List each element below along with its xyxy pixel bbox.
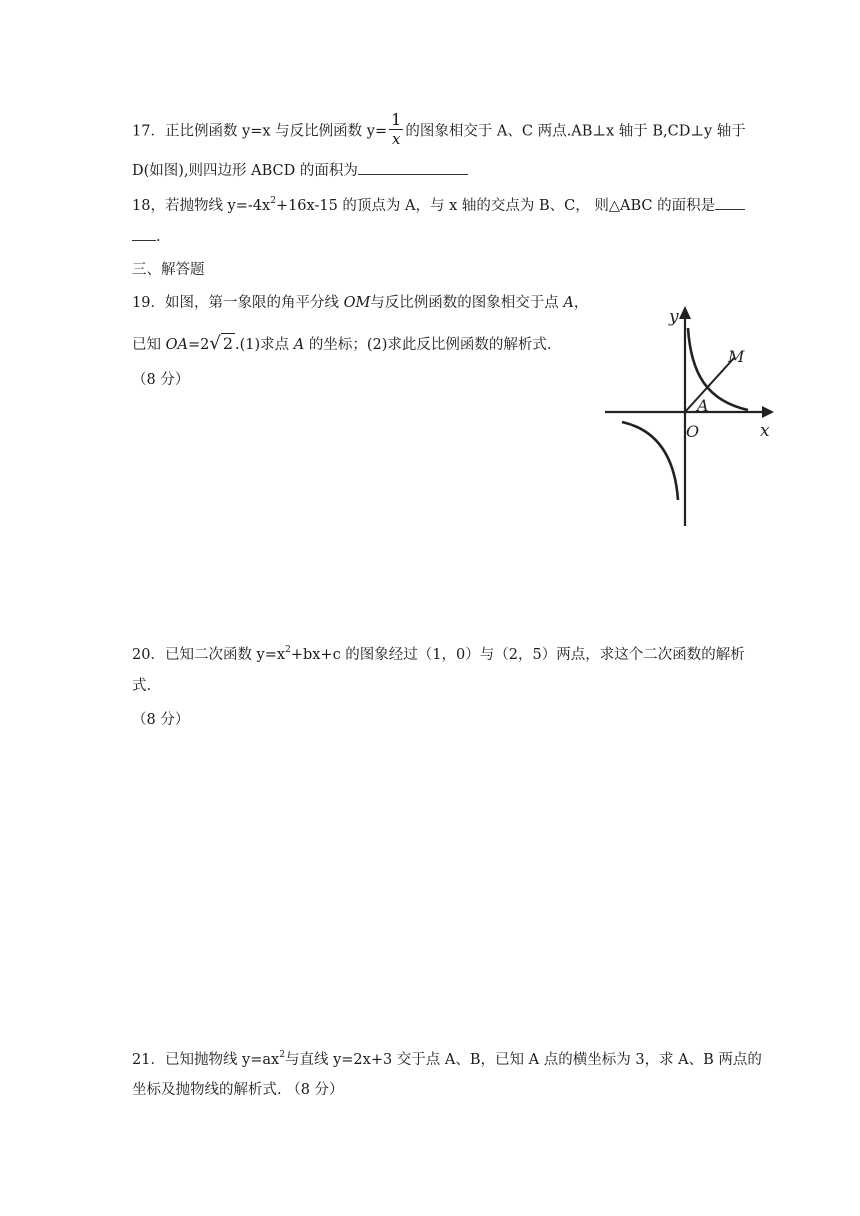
- q18-text-pre: 18，若抛物线 y=-4x: [132, 197, 271, 214]
- q19-score: （8 分）: [132, 372, 190, 388]
- q19-om: OM: [343, 295, 371, 311]
- q17-line2: [132, 160, 468, 181]
- radical-sign-icon: √: [209, 333, 221, 354]
- q17-fraction: [389, 112, 403, 147]
- q20-text-pre: 20．已知二次函数 y=x: [132, 646, 286, 663]
- q17-line1: [132, 110, 746, 149]
- q19-text-2a: 已知: [132, 337, 166, 353]
- q21-line2: 坐标及抛物线的解析式. （8 分）: [132, 1082, 344, 1098]
- q17-fraction-numerator: 1: [391, 110, 402, 129]
- q19-sqrt: [209, 333, 235, 355]
- q17-text-pre: 17．正比例函数 y=x 与反比例函数 y=: [132, 123, 388, 140]
- q19-line2: [132, 333, 552, 355]
- point-a-label: A: [697, 396, 709, 415]
- q21-text-pre: 21．已知抛物线 y=ax: [132, 1051, 280, 1068]
- q19-text-c: ，: [573, 295, 589, 311]
- q19-oa: OA: [165, 337, 188, 353]
- q20-line1: [132, 641, 745, 665]
- q17-fraction-denominator: x: [392, 130, 401, 148]
- q19-figure: [600, 300, 785, 530]
- q19-text-2b: =2: [187, 337, 210, 353]
- q19-text-b: 与反比例函数的图象相交于点: [370, 295, 564, 311]
- q18-answer-blank-cont[interactable]: [132, 226, 156, 241]
- q18-line2: [132, 226, 161, 247]
- q19-point-a: A: [563, 295, 574, 311]
- q19-line1: [132, 293, 588, 313]
- q18-text-post: +16x-15 的顶点为 A，与 x 轴的交点为 B、C， 则△ABC 的面积是: [275, 197, 716, 214]
- hyperbola-branch-3: [622, 422, 678, 500]
- q20-line2: 式.: [132, 678, 152, 694]
- x-axis-arrow-icon: [762, 406, 774, 418]
- q17-answer-blank[interactable]: [358, 160, 468, 175]
- y-axis-arrow-icon: [679, 306, 691, 319]
- q20-exponent: 2: [285, 645, 291, 655]
- q19-text-a: 19．如图，第一象限的角平分线: [132, 295, 344, 311]
- origin-label: O: [686, 422, 700, 441]
- q21-exponent: 2: [279, 1050, 285, 1060]
- q17-text-line2: D(如图),则四边形 ABCD 的面积为: [132, 163, 358, 179]
- q18-line2-end: .: [156, 229, 161, 245]
- q18-answer-blank[interactable]: [715, 195, 745, 210]
- q19-point-a-2: A: [293, 337, 305, 353]
- q21-line1: [132, 1046, 762, 1070]
- q19-text-2c: .(1)求点: [235, 337, 294, 353]
- q18-line1: [132, 192, 745, 216]
- x-axis-label: x: [760, 421, 770, 441]
- point-m-label: M: [728, 347, 745, 366]
- y-axis-label: y: [669, 307, 679, 327]
- section-3-heading: 三、解答题: [132, 262, 205, 278]
- q21-text-post: 与直线 y=2x+3 交于点 A、B，已知 A 点的横坐标为 3，求 A、B 两点的: [284, 1051, 762, 1068]
- q17-text-post: 的图象相交于 A、C 两点.AB⊥x 轴于 B,CD⊥y 轴于: [405, 123, 746, 140]
- q20-score: （8 分）: [132, 712, 190, 728]
- q19-sqrt-value: 2: [222, 334, 234, 353]
- q20-text-post: +bx+c 的图象经过（1，0）与（2，5）两点，求这个二次函数的解析: [290, 646, 745, 663]
- q18-exponent: 2: [270, 196, 276, 206]
- q19-text-2d: 的坐标；(2)求此反比例函数的解析式.: [304, 337, 552, 353]
